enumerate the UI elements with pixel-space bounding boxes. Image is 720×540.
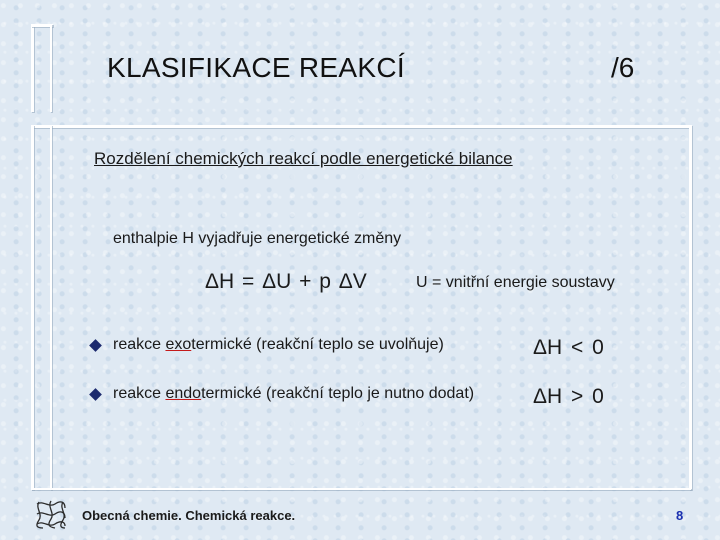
relation-endothermic: ΔH > 0 (533, 385, 604, 408)
equation-note: U = vnitřní energie soustavy (416, 274, 615, 291)
bullet-suffix: termické (reakční teplo se uvolňuje) (191, 336, 444, 353)
section-heading: Rozdělení chemických reakcí podle energetické bilance (94, 149, 513, 168)
enthalpy-equation: ΔH = ΔU + p ΔV (205, 270, 367, 293)
bullet-emphasis-exo: exo (165, 336, 192, 353)
frame-body-left-inner (50, 125, 52, 490)
diamond-bullet-icon (89, 339, 102, 352)
frame-body-left (31, 125, 34, 490)
page-number: 8 (676, 508, 684, 523)
frame-body-right (689, 125, 692, 490)
relation-exothermic: ΔH < 0 (533, 336, 604, 359)
bullet-prefix: reakce (113, 336, 166, 353)
bullet-prefix: reakce (113, 385, 166, 402)
knot-logo-icon (33, 498, 69, 530)
slide-title: KLASIFIKACE REAKCÍ (107, 52, 405, 83)
footer-text: Obecná chemie. Chemická reakce. (82, 508, 296, 523)
slide-title-number: /6 (611, 52, 635, 83)
frame-top-left-vertical (31, 24, 34, 112)
frame-bottom (31, 488, 691, 490)
enthalpy-statement: enthalpie H vyjadřuje energetické změny (113, 230, 402, 247)
frame-inner-vertical (50, 24, 52, 112)
bullet-exothermic (113, 336, 444, 354)
diamond-bullet-icon (89, 388, 102, 401)
bullet-endothermic (113, 385, 474, 403)
bullet-suffix: termické (reakční teplo je nutno dodat) (201, 385, 475, 402)
bullet-emphasis-endo: endo (165, 385, 202, 402)
frame-body-top (31, 125, 691, 128)
